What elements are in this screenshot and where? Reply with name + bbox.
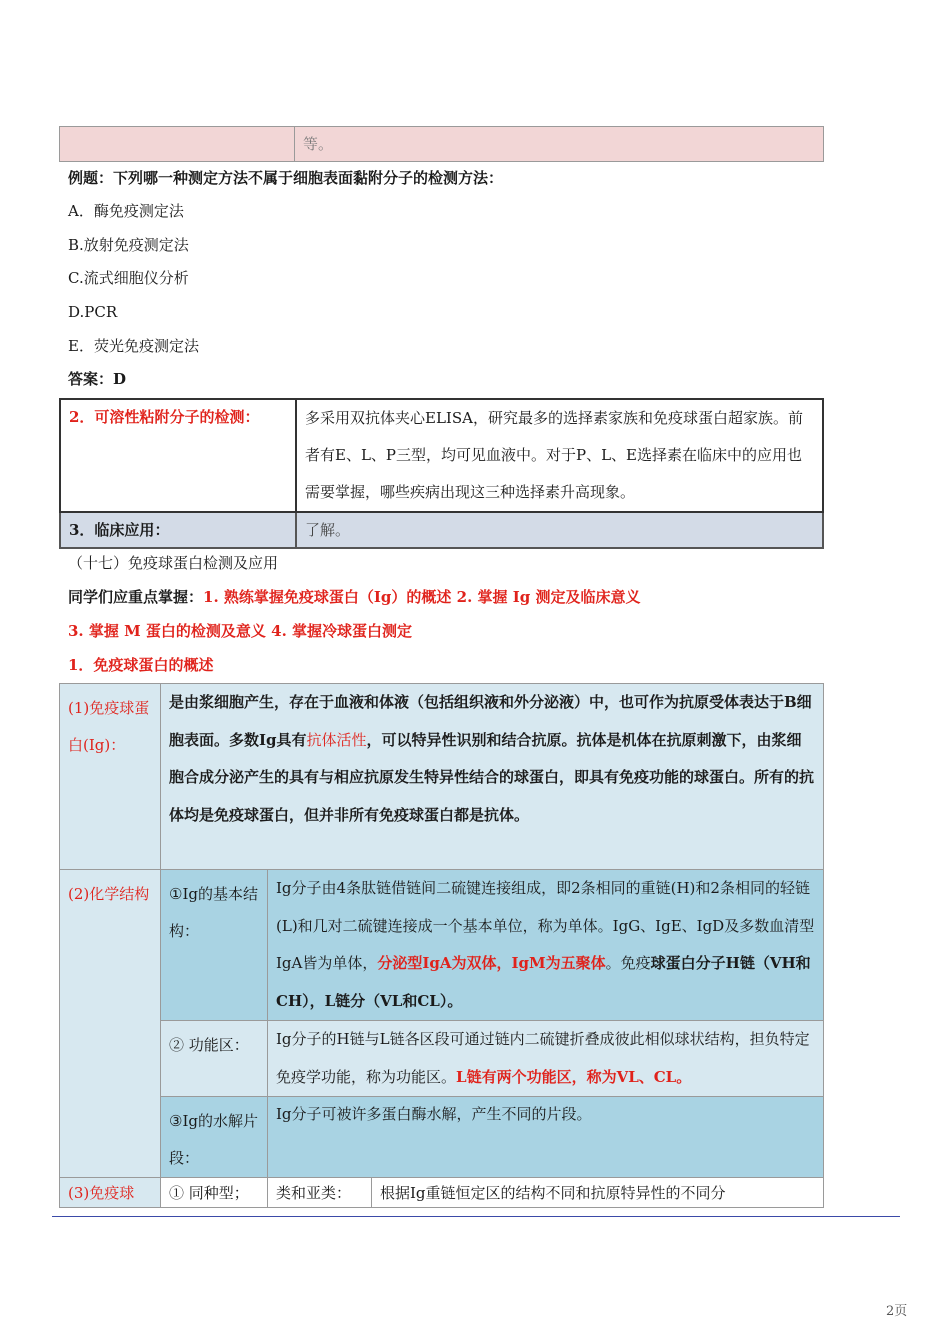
ig-row2c-sub: ③Ig的水解片段： bbox=[161, 1097, 268, 1178]
option-e: E．荧光免疫测定法 bbox=[68, 337, 199, 355]
example-question: 例题：下列哪一种测定方法不属于细胞表面黏附分子的检测方法： bbox=[68, 169, 504, 187]
adhesion-row2-text: 了解。 bbox=[296, 512, 823, 548]
ig-row2a-text-a: Ig分子由4条肽链借链间二硫键连接组成，即2条相同的重链(H)和2条相同的轻链(L)和几对二硫键连接成一个基本单位，称为单体。IgG、IgE、IgD及多数血清型IgA皆为单体， bbox=[276, 879, 815, 972]
focus-line1 bbox=[68, 587, 640, 607]
top-table bbox=[59, 126, 824, 162]
section-title: （十七）免疫球蛋白检测及应用 bbox=[68, 554, 279, 572]
adhesion-row2-label: 3．临床应用： bbox=[69, 521, 170, 539]
footer-rule bbox=[52, 1216, 900, 1217]
option-d: D.PCR bbox=[68, 303, 118, 321]
ig-row1-text-b: ，可以特异性识别和结合抗原。抗体是机体在抗原刺激下，由浆细胞合成分泌产生的具有与相应抗原发生特异性结合的球蛋白，即具有免疫功能的球蛋白。所有的抗体均是免疫球蛋白，但并非所有免疫球蛋白都是抗体。 bbox=[169, 730, 815, 824]
adhesion-row1-label: 2．可溶性粘附分子的检测： bbox=[69, 408, 260, 426]
ig-row2a-text-red: 分泌型IgA为双体，IgM为五聚体 bbox=[377, 954, 606, 972]
ig-row2b-text-a: Ig分子的H链与L链各区段可通过链内二硫键折叠成彼此相似球状结构，担负特定免疫学功能，称为功能区。 bbox=[276, 1030, 810, 1086]
ig-row2b-sub: ② 功能区： bbox=[161, 1021, 268, 1097]
ig-row1-text-red: 抗体活性 bbox=[306, 730, 367, 749]
ig-row2-label: (2)化学结构 bbox=[60, 870, 161, 1178]
ig-row2a-text-bold: 球蛋白分子H链（VH和CH），L链分（VL和CL）。 bbox=[276, 954, 811, 1010]
page-number: 2页 bbox=[886, 1304, 908, 1319]
ig-row2c-text: Ig分子可被许多蛋白酶水解，产生不同的片段。 bbox=[268, 1097, 824, 1178]
ig-row3-sub2: 类和亚类： bbox=[268, 1178, 372, 1208]
focus-items-1: 1. 熟练掌握免疫球蛋白（Ig）的概述 2. 掌握 Ig 测定及临床意义 bbox=[203, 588, 641, 606]
adhesion-table bbox=[59, 398, 824, 549]
ig-row3-label: (3)免疫球 bbox=[60, 1178, 161, 1208]
ig-row3-text: 根据Ig重链恒定区的结构不同和抗原特异性的不同分 bbox=[372, 1178, 824, 1208]
top-table-right-text: 等。 bbox=[303, 135, 334, 153]
ig-row2a-text bbox=[268, 870, 824, 1021]
ig-row1-text bbox=[161, 684, 824, 870]
option-a: A．酶免疫测定法 bbox=[68, 202, 184, 220]
ig-row1-text-a: 是由浆细胞产生，存在于血液和体液（包括组织液和外分泌液）中，也可作为抗原受体表达于B细胞表面。多数Ig具有 bbox=[169, 693, 812, 749]
ig-row2b-text-red: L链有两个功能区，称为VL、CL。 bbox=[456, 1067, 692, 1086]
adhesion-row1-text: 多采用双抗体夹心ELISA，研究最多的选择素家族和免疫球蛋白超家族。前者有E、L、P三型，均可见血液中。对于P、L、E选择素在临床中的应用也需要掌握，哪些疾病出现这三种选择素升高现象。 bbox=[296, 399, 823, 512]
sub-title: 1．免疫球蛋白的概述 bbox=[68, 656, 214, 674]
ig-row2a-text-b: 。免疫 bbox=[605, 954, 651, 972]
focus-line2: 3. 掌握 M 蛋白的检测及意义 4. 掌握冷球蛋白测定 bbox=[68, 622, 413, 640]
ig-table bbox=[59, 683, 824, 1208]
adhesion-row1-label-cell bbox=[60, 399, 296, 512]
top-table-right-cell bbox=[295, 127, 824, 162]
option-b: B.放射免疫测定法 bbox=[68, 236, 189, 254]
ig-row2b-text bbox=[268, 1021, 824, 1097]
option-c: C.流式细胞仪分析 bbox=[68, 269, 189, 287]
ig-row1-label: (1)免疫球蛋白(Ig)： bbox=[60, 684, 161, 870]
focus-prefix: 同学们应重点掌握： bbox=[68, 588, 204, 606]
ig-row3-sub: ① 同种型； bbox=[161, 1178, 268, 1208]
answer: 答案：D bbox=[68, 370, 127, 388]
top-table-left-cell bbox=[60, 127, 295, 162]
ig-row2a-sub: ①Ig的基本结构： bbox=[161, 870, 268, 1021]
adhesion-row2-label-cell bbox=[60, 512, 296, 548]
